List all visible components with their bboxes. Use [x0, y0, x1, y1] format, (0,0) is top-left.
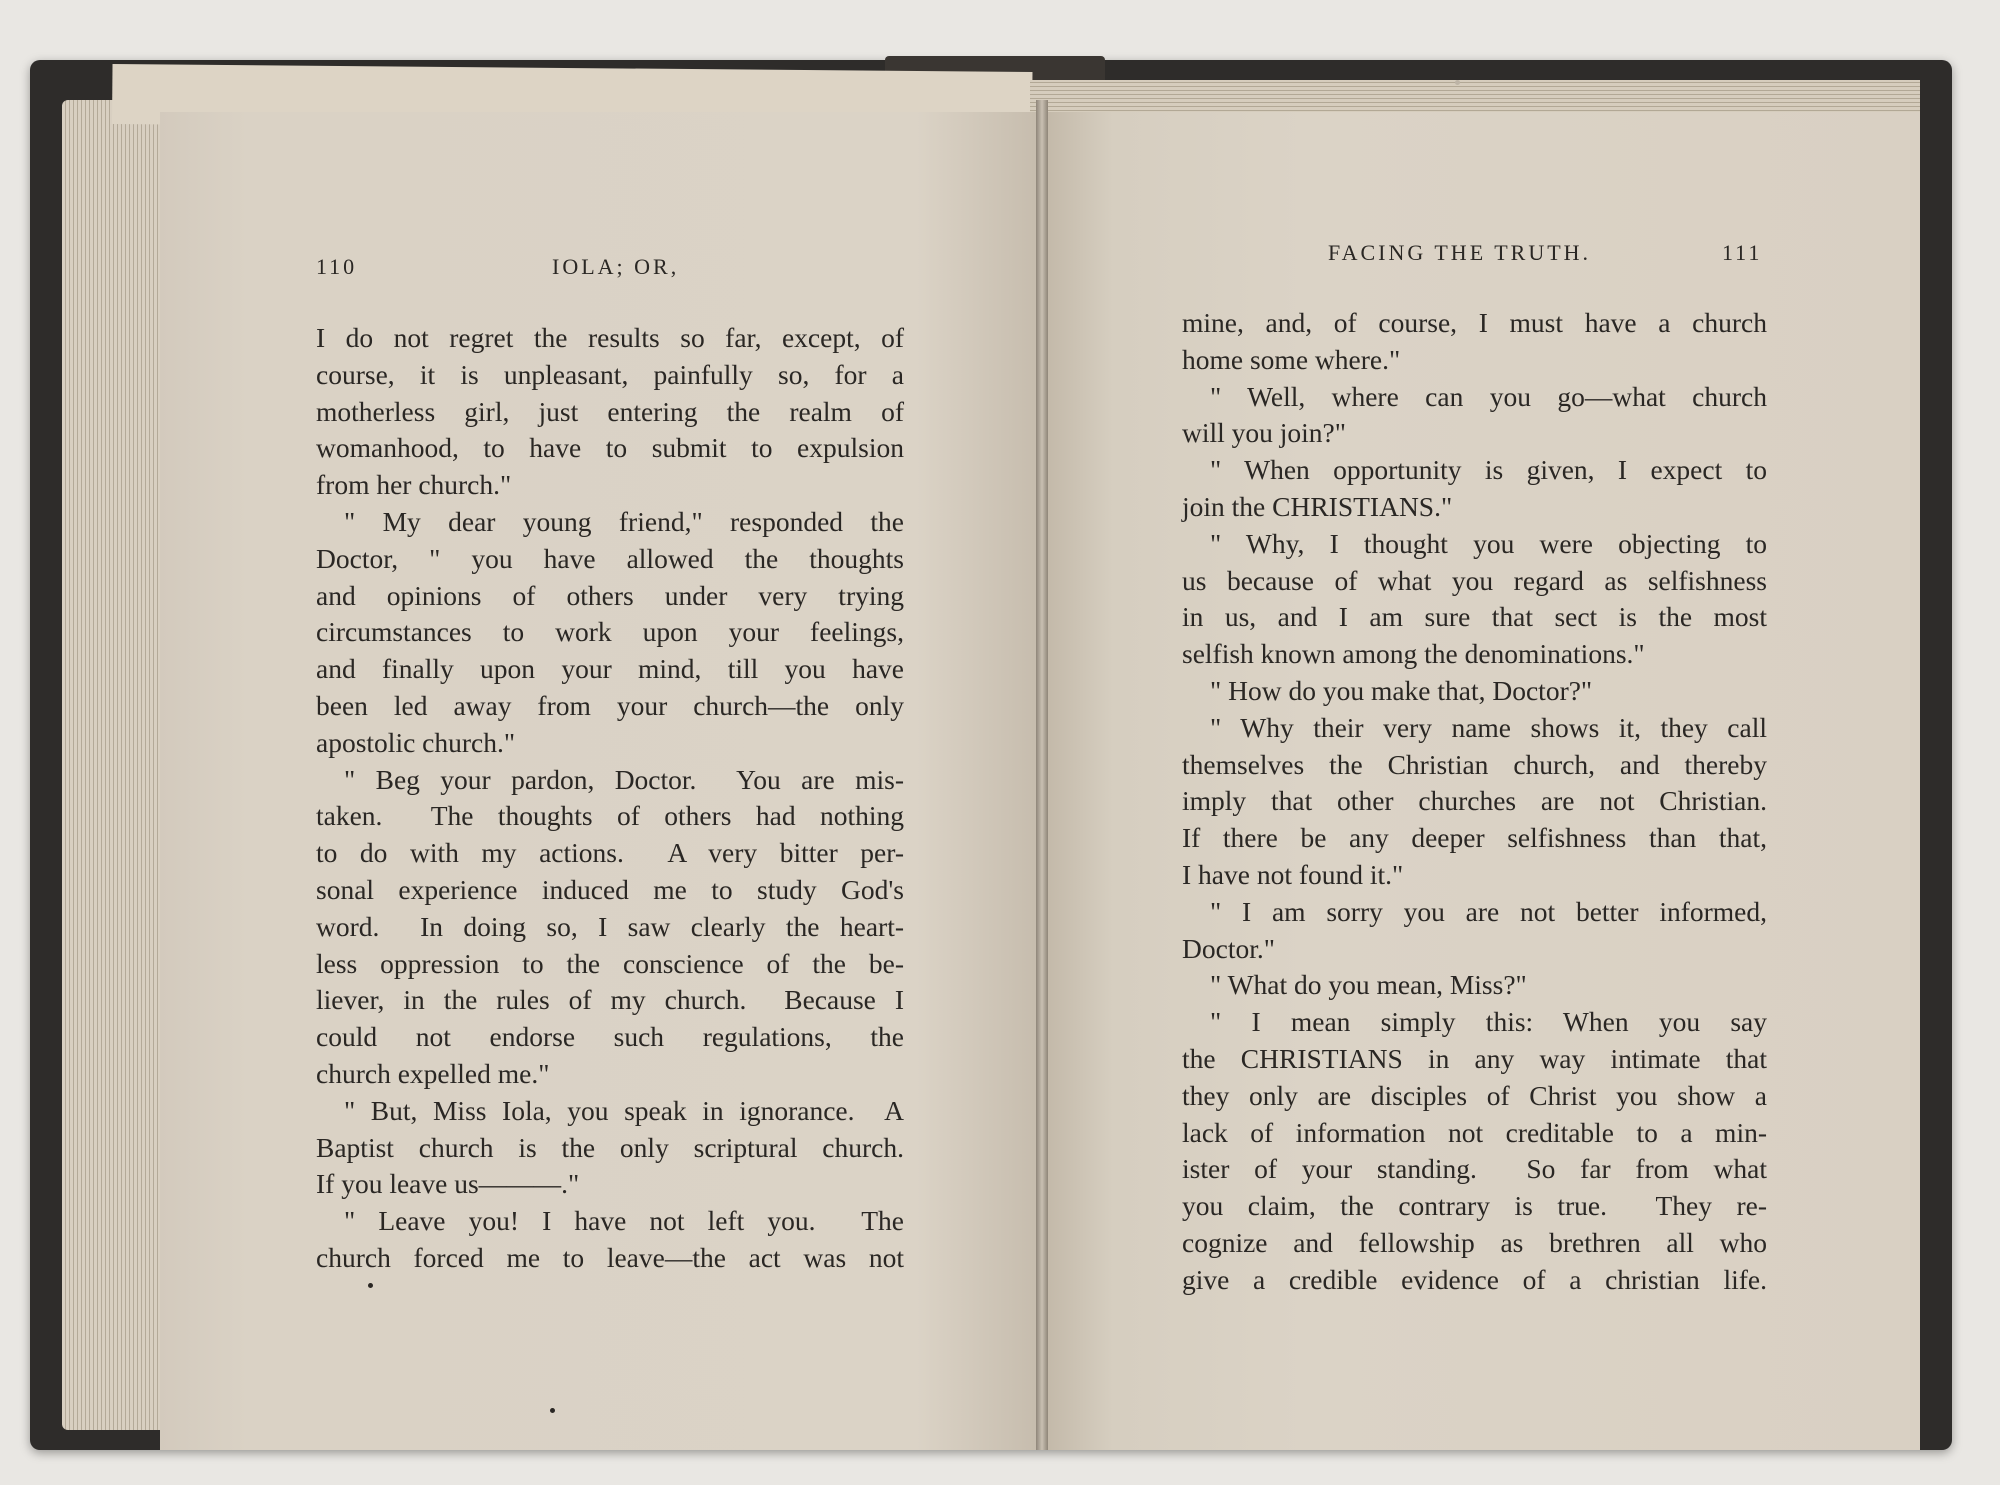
text-line: they only are disciples of Christ you show a: [1182, 1079, 1767, 1111]
ink-speck: [550, 1408, 555, 1413]
text-line: " My dear young friend," responded the: [344, 505, 904, 537]
text-line: " Well, where can you go—what church: [1210, 380, 1767, 412]
text-line: Doctor.": [1182, 932, 1275, 964]
text-line: been led away from your church—the only: [316, 689, 904, 721]
text-line: I have not found it.": [1182, 858, 1404, 890]
text-line: " What do you mean, Miss?": [1210, 969, 1527, 1001]
text-line: from her church.": [316, 469, 512, 501]
text-line: join the CHRISTIANS.": [1182, 490, 1453, 522]
text-line: and finally upon your mind, till you have: [316, 653, 904, 685]
text-line: less oppression to the conscience of the be-: [316, 947, 904, 979]
text-line: If you leave us———.": [316, 1168, 580, 1200]
text-line: us because of what you regard as selfishness: [1182, 564, 1767, 596]
text-line: liever, in the rules of my church. Because I: [316, 984, 904, 1016]
text-line: motherless girl, just entering the realm of: [316, 395, 904, 427]
text-line: home some where.": [1182, 343, 1401, 375]
text-line: themselves the Christian church, and thereby: [1182, 748, 1767, 780]
text-line: Doctor, " you have allowed the thoughts: [316, 542, 904, 574]
text-line: could not endorse such regulations, the: [316, 1021, 904, 1053]
text-line: the CHRISTIANS in any way intimate that: [1182, 1042, 1767, 1074]
text-line: imply that other churches are not Christian.: [1182, 785, 1767, 817]
text-line: and opinions of others under very trying: [316, 579, 904, 611]
ink-speck: [368, 1283, 373, 1288]
text-line: church expelled me.": [316, 1057, 550, 1089]
left-page-text: [316, 320, 904, 1277]
text-line: " Beg your pardon, Doctor. You are mis-: [344, 763, 904, 795]
text-line: give a credible evidence of a christian life.: [1182, 1263, 1767, 1295]
text-line: word. In doing so, I saw clearly the heart-: [316, 910, 904, 942]
book-gutter: [1036, 100, 1048, 1450]
text-line: circumstances to work upon your feelings,: [316, 616, 904, 648]
text-line: taken. The thoughts of others had nothing: [316, 800, 904, 832]
left-running-head: IOLA; OR,: [552, 254, 680, 279]
text-line: I do not regret the results so far, except, of: [316, 322, 904, 353]
text-line: womanhood, to have to submit to expulsion: [316, 432, 904, 464]
text-line: course, it is unpleasant, painfully so, for a: [316, 358, 904, 390]
text-line: Baptist church is the only scriptural church.: [316, 1131, 904, 1163]
left-page-number: 110: [316, 254, 358, 279]
text-line: church forced me to leave—the act was not: [316, 1241, 904, 1273]
text-line: " Why their very name shows it, they call: [1210, 711, 1767, 743]
ink-speck: [1455, 80, 1460, 85]
text-line: selfish known among the denominations.": [1182, 638, 1645, 670]
text-line: If there be any deeper selfishness than that,: [1182, 822, 1767, 854]
text-line: " I mean simply this: When you say: [1210, 1006, 1767, 1038]
right-page-text: [1182, 305, 1767, 1299]
text-line: " Why, I thought you were objecting to: [1210, 527, 1767, 559]
text-line: sonal experience induced me to study God's: [316, 873, 904, 905]
text-line: " I am sorry you are not better informed,: [1210, 895, 1767, 927]
text-line: cognize and fellowship as brethren all who: [1182, 1226, 1767, 1258]
text-line: " But, Miss Iola, you speak in ignorance. A: [344, 1094, 904, 1126]
text-line: ister of your standing. So far from what: [1182, 1153, 1767, 1185]
text-line: you claim, the contrary is true. They re-: [1182, 1190, 1767, 1222]
text-line: apostolic church.": [316, 726, 516, 758]
text-line: " How do you make that, Doctor?": [1210, 674, 1593, 706]
text-line: in us, and I am sure that sect is the most: [1182, 601, 1767, 633]
text-line: mine, and, of course, I must have a church: [1182, 307, 1767, 338]
text-line: lack of information not creditable to a min-: [1182, 1116, 1767, 1148]
text-line: to do with my actions. A very bitter per-: [316, 837, 904, 869]
text-line: will you join?": [1182, 417, 1346, 449]
text-line: " Leave you! I have not left you. The: [344, 1205, 904, 1237]
right-page-number: 111: [1722, 240, 1763, 265]
right-running-head: FACING THE TRUTH.: [1328, 240, 1592, 265]
text-line: " When opportunity is given, I expect to: [1210, 454, 1767, 486]
